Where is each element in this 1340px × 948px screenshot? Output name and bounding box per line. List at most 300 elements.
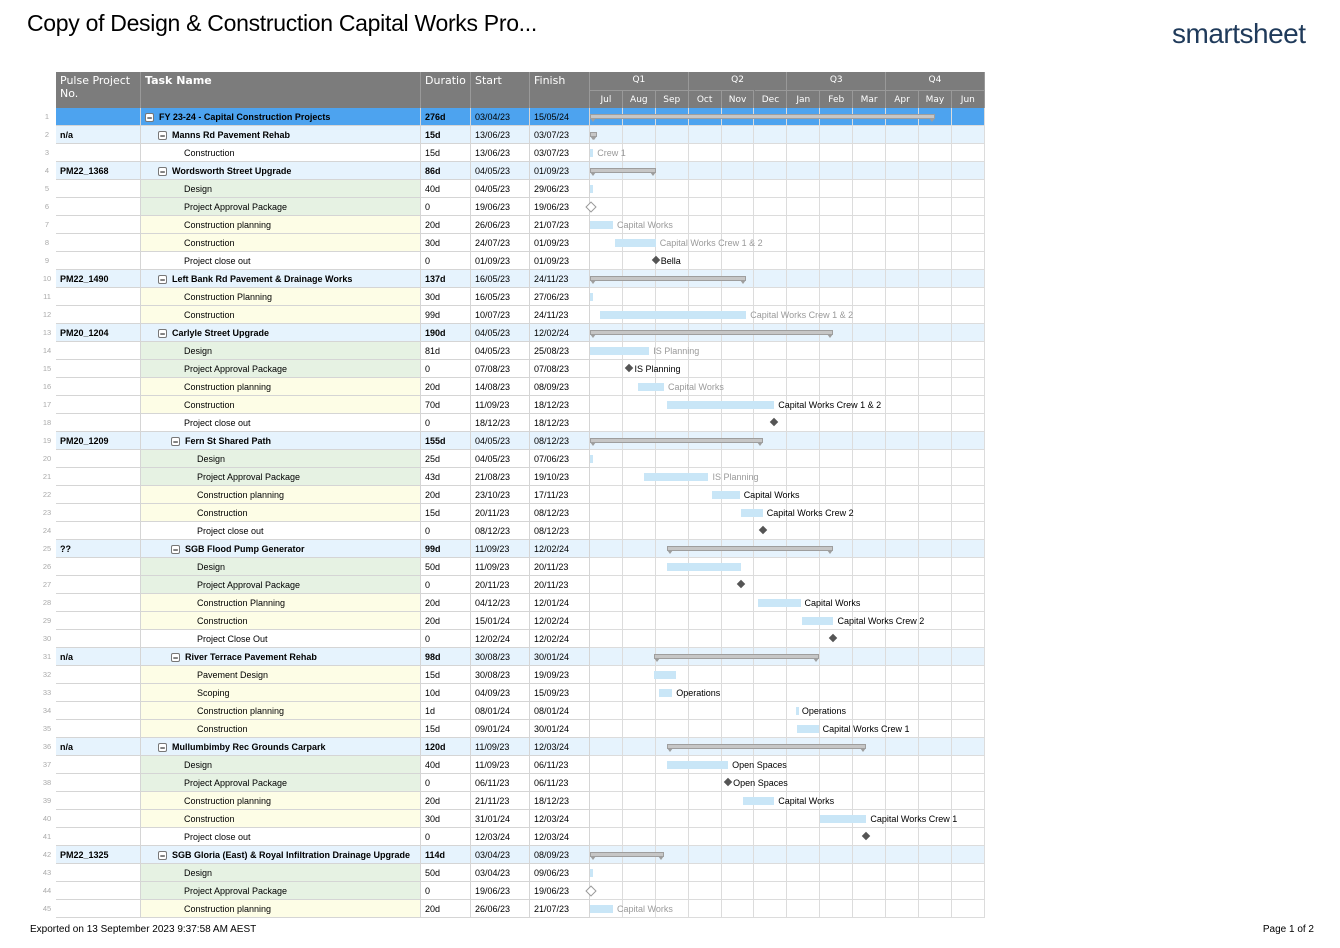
finish-cell[interactable]: 08/09/23 <box>530 378 590 396</box>
summary-bar[interactable] <box>590 438 763 443</box>
finish-cell[interactable]: 24/11/23 <box>530 270 590 288</box>
start-cell[interactable]: 16/05/23 <box>471 270 530 288</box>
finish-cell[interactable]: 19/09/23 <box>530 666 590 684</box>
duration-cell[interactable]: 120d <box>421 738 471 756</box>
finish-cell[interactable]: 18/12/23 <box>530 396 590 414</box>
duration-cell[interactable]: 10d <box>421 684 471 702</box>
task-bar[interactable] <box>667 761 728 769</box>
task-bar[interactable] <box>590 221 613 229</box>
duration-cell[interactable]: 43d <box>421 468 471 486</box>
table-row[interactable] <box>40 792 985 810</box>
finish-cell[interactable]: 01/09/23 <box>530 162 590 180</box>
task-cell[interactable] <box>141 864 421 882</box>
pulse-cell[interactable] <box>56 792 141 810</box>
task-cell[interactable] <box>141 648 421 666</box>
start-cell[interactable]: 11/09/23 <box>471 738 530 756</box>
table-row[interactable] <box>40 216 985 234</box>
finish-cell[interactable]: 01/09/23 <box>530 234 590 252</box>
start-cell[interactable]: 07/08/23 <box>471 360 530 378</box>
start-cell[interactable]: 23/10/23 <box>471 486 530 504</box>
table-row[interactable] <box>40 504 985 522</box>
start-cell[interactable]: 13/06/23 <box>471 126 530 144</box>
task-bar[interactable] <box>600 311 746 319</box>
finish-cell[interactable]: 18/12/23 <box>530 792 590 810</box>
task-bar[interactable] <box>615 239 656 247</box>
finish-cell[interactable]: 21/07/23 <box>530 216 590 234</box>
table-row[interactable] <box>40 756 985 774</box>
pulse-cell[interactable] <box>56 378 141 396</box>
task-cell[interactable] <box>141 144 421 162</box>
table-row[interactable] <box>40 900 985 918</box>
task-cell[interactable] <box>141 126 421 144</box>
duration-cell[interactable]: 0 <box>421 882 471 900</box>
task-cell[interactable] <box>141 108 421 126</box>
table-row[interactable] <box>40 414 985 432</box>
summary-bar[interactable] <box>667 744 866 749</box>
task-bar[interactable] <box>638 383 664 391</box>
duration-cell[interactable]: 20d <box>421 486 471 504</box>
start-cell[interactable]: 10/07/23 <box>471 306 530 324</box>
summary-bar[interactable] <box>654 654 819 659</box>
pulse-cell[interactable]: n/a <box>56 738 141 756</box>
finish-cell[interactable]: 06/11/23 <box>530 756 590 774</box>
duration-cell[interactable]: 15d <box>421 666 471 684</box>
collapse-toggle-icon[interactable]: − <box>146 113 153 124</box>
pulse-cell[interactable] <box>56 504 141 522</box>
duration-cell[interactable]: 0 <box>421 828 471 846</box>
task-cell[interactable] <box>141 252 421 270</box>
start-cell[interactable]: 08/12/23 <box>471 522 530 540</box>
task-bar[interactable] <box>802 617 833 625</box>
duration-cell[interactable]: 20d <box>421 612 471 630</box>
task-cell[interactable] <box>141 792 421 810</box>
duration-cell[interactable]: 99d <box>421 540 471 558</box>
task-cell[interactable] <box>141 594 421 612</box>
table-row[interactable] <box>40 378 985 396</box>
pulse-cell[interactable] <box>56 108 141 126</box>
duration-cell[interactable]: 0 <box>421 198 471 216</box>
start-cell[interactable]: 15/01/24 <box>471 612 530 630</box>
duration-cell[interactable]: 20d <box>421 792 471 810</box>
task-cell[interactable] <box>141 324 421 342</box>
pulse-cell[interactable] <box>56 666 141 684</box>
pulse-cell[interactable] <box>56 360 141 378</box>
duration-cell[interactable]: 15d <box>421 720 471 738</box>
start-cell[interactable]: 11/09/23 <box>471 558 530 576</box>
start-cell[interactable]: 11/09/23 <box>471 396 530 414</box>
table-row[interactable] <box>40 162 985 180</box>
pulse-cell[interactable]: n/a <box>56 126 141 144</box>
task-cell[interactable] <box>141 900 421 918</box>
pulse-cell[interactable] <box>56 774 141 792</box>
table-row[interactable] <box>40 180 985 198</box>
finish-cell[interactable]: 06/11/23 <box>530 774 590 792</box>
task-cell[interactable] <box>141 774 421 792</box>
pulse-cell[interactable] <box>56 630 141 648</box>
pulse-cell[interactable] <box>56 180 141 198</box>
finish-cell[interactable]: 12/03/24 <box>530 810 590 828</box>
pulse-cell[interactable] <box>56 810 141 828</box>
task-cell[interactable] <box>141 810 421 828</box>
summary-bar[interactable] <box>590 852 664 857</box>
task-bar[interactable] <box>590 347 649 355</box>
pulse-cell[interactable] <box>56 702 141 720</box>
start-cell[interactable]: 21/11/23 <box>471 792 530 810</box>
duration-cell[interactable]: 81d <box>421 342 471 360</box>
table-row[interactable] <box>40 612 985 630</box>
task-cell[interactable] <box>141 198 421 216</box>
start-cell[interactable]: 04/05/23 <box>471 324 530 342</box>
duration-cell[interactable]: 155d <box>421 432 471 450</box>
table-row[interactable] <box>40 342 985 360</box>
table-row[interactable] <box>40 576 985 594</box>
start-cell[interactable]: 04/05/23 <box>471 450 530 468</box>
finish-cell[interactable]: 19/06/23 <box>530 882 590 900</box>
pulse-cell[interactable] <box>56 234 141 252</box>
duration-cell[interactable]: 30d <box>421 234 471 252</box>
table-row[interactable] <box>40 630 985 648</box>
start-cell[interactable]: 01/09/23 <box>471 252 530 270</box>
pulse-cell[interactable]: PM22_1368 <box>56 162 141 180</box>
pulse-cell[interactable]: ?? <box>56 540 141 558</box>
task-bar[interactable] <box>797 725 819 733</box>
task-cell[interactable] <box>141 630 421 648</box>
duration-cell[interactable]: 0 <box>421 774 471 792</box>
start-cell[interactable]: 13/06/23 <box>471 144 530 162</box>
start-cell[interactable]: 12/02/24 <box>471 630 530 648</box>
pulse-cell[interactable]: PM20_1204 <box>56 324 141 342</box>
summary-bar[interactable] <box>590 330 833 335</box>
task-cell[interactable] <box>141 180 421 198</box>
task-cell[interactable] <box>141 702 421 720</box>
finish-cell[interactable]: 30/01/24 <box>530 648 590 666</box>
finish-cell[interactable]: 09/06/23 <box>530 864 590 882</box>
finish-cell[interactable]: 07/06/23 <box>530 450 590 468</box>
task-cell[interactable] <box>141 414 421 432</box>
start-cell[interactable]: 24/07/23 <box>471 234 530 252</box>
finish-cell[interactable]: 12/03/24 <box>530 828 590 846</box>
table-row[interactable] <box>40 882 985 900</box>
task-bar[interactable] <box>590 293 593 301</box>
task-cell[interactable] <box>141 504 421 522</box>
task-cell[interactable] <box>141 882 421 900</box>
table-row[interactable] <box>40 522 985 540</box>
pulse-cell[interactable] <box>56 900 141 918</box>
collapse-toggle-icon[interactable]: − <box>159 743 166 754</box>
duration-cell[interactable]: 0 <box>421 414 471 432</box>
table-row[interactable] <box>40 396 985 414</box>
finish-cell[interactable]: 12/02/24 <box>530 540 590 558</box>
task-bar[interactable] <box>590 185 593 193</box>
duration-cell[interactable]: 15d <box>421 126 471 144</box>
start-cell[interactable]: 20/11/23 <box>471 576 530 594</box>
task-cell[interactable] <box>141 360 421 378</box>
table-row[interactable] <box>40 234 985 252</box>
duration-cell[interactable]: 86d <box>421 162 471 180</box>
task-cell[interactable] <box>141 522 421 540</box>
task-cell[interactable] <box>141 576 421 594</box>
pulse-cell[interactable] <box>56 306 141 324</box>
pulse-cell[interactable]: PM22_1490 <box>56 270 141 288</box>
summary-bar[interactable] <box>590 114 935 119</box>
pulse-cell[interactable] <box>56 720 141 738</box>
duration-cell[interactable]: 30d <box>421 810 471 828</box>
table-row[interactable] <box>40 306 985 324</box>
task-bar[interactable] <box>796 707 799 715</box>
start-cell[interactable]: 30/08/23 <box>471 666 530 684</box>
task-bar[interactable] <box>758 599 801 607</box>
task-cell[interactable] <box>141 396 421 414</box>
start-cell[interactable]: 11/09/23 <box>471 756 530 774</box>
table-row[interactable] <box>40 108 985 126</box>
summary-bar[interactable] <box>590 168 656 173</box>
table-row[interactable] <box>40 684 985 702</box>
task-cell[interactable] <box>141 306 421 324</box>
duration-cell[interactable]: 98d <box>421 648 471 666</box>
finish-cell[interactable]: 30/01/24 <box>530 720 590 738</box>
task-cell[interactable] <box>141 540 421 558</box>
table-row[interactable] <box>40 450 985 468</box>
collapse-toggle-icon[interactable]: − <box>159 131 166 142</box>
table-row[interactable] <box>40 432 985 450</box>
duration-cell[interactable]: 50d <box>421 864 471 882</box>
duration-cell[interactable]: 114d <box>421 846 471 864</box>
table-row[interactable] <box>40 774 985 792</box>
start-cell[interactable]: 03/04/23 <box>471 846 530 864</box>
finish-cell[interactable]: 12/03/24 <box>530 738 590 756</box>
finish-cell[interactable]: 25/08/23 <box>530 342 590 360</box>
duration-cell[interactable]: 0 <box>421 360 471 378</box>
pulse-cell[interactable] <box>56 414 141 432</box>
pulse-cell[interactable] <box>56 594 141 612</box>
pulse-cell[interactable]: PM20_1209 <box>56 432 141 450</box>
table-row[interactable] <box>40 702 985 720</box>
task-cell[interactable] <box>141 432 421 450</box>
finish-cell[interactable]: 03/07/23 <box>530 144 590 162</box>
duration-cell[interactable]: 15d <box>421 504 471 522</box>
table-row[interactable] <box>40 252 985 270</box>
start-cell[interactable]: 21/08/23 <box>471 468 530 486</box>
finish-cell[interactable]: 15/05/24 <box>530 108 590 126</box>
pulse-cell[interactable] <box>56 576 141 594</box>
duration-cell[interactable]: 1d <box>421 702 471 720</box>
task-cell[interactable] <box>141 486 421 504</box>
start-cell[interactable]: 03/04/23 <box>471 108 530 126</box>
start-cell[interactable]: 19/06/23 <box>471 882 530 900</box>
pulse-cell[interactable] <box>56 756 141 774</box>
table-row[interactable] <box>40 270 985 288</box>
table-row[interactable] <box>40 558 985 576</box>
task-bar[interactable] <box>590 905 613 913</box>
summary-bar[interactable] <box>590 132 597 137</box>
collapse-toggle-icon[interactable]: − <box>159 851 166 862</box>
task-bar[interactable] <box>743 797 774 805</box>
collapse-toggle-icon[interactable]: − <box>172 653 179 664</box>
collapse-toggle-icon[interactable]: − <box>159 167 166 178</box>
table-row[interactable] <box>40 126 985 144</box>
duration-cell[interactable]: 20d <box>421 216 471 234</box>
pulse-cell[interactable] <box>56 144 141 162</box>
start-cell[interactable]: 14/08/23 <box>471 378 530 396</box>
task-bar[interactable] <box>659 689 672 697</box>
task-cell[interactable] <box>141 342 421 360</box>
start-cell[interactable]: 31/01/24 <box>471 810 530 828</box>
task-cell[interactable] <box>141 558 421 576</box>
finish-cell[interactable]: 12/02/24 <box>530 630 590 648</box>
duration-cell[interactable]: 0 <box>421 630 471 648</box>
duration-cell[interactable]: 20d <box>421 594 471 612</box>
pulse-cell[interactable] <box>56 522 141 540</box>
col-header-task[interactable]: Task Name <box>141 72 421 108</box>
pulse-cell[interactable] <box>56 450 141 468</box>
start-cell[interactable]: 04/05/23 <box>471 342 530 360</box>
finish-cell[interactable]: 08/09/23 <box>530 846 590 864</box>
collapse-toggle-icon[interactable]: − <box>172 437 179 448</box>
task-bar[interactable] <box>654 671 675 679</box>
duration-cell[interactable]: 50d <box>421 558 471 576</box>
task-bar[interactable] <box>590 149 593 157</box>
start-cell[interactable]: 16/05/23 <box>471 288 530 306</box>
table-row[interactable] <box>40 828 985 846</box>
task-cell[interactable] <box>141 162 421 180</box>
task-cell[interactable] <box>141 378 421 396</box>
pulse-cell[interactable] <box>56 828 141 846</box>
start-cell[interactable]: 03/04/23 <box>471 864 530 882</box>
start-cell[interactable]: 08/01/24 <box>471 702 530 720</box>
finish-cell[interactable]: 03/07/23 <box>530 126 590 144</box>
table-row[interactable] <box>40 468 985 486</box>
finish-cell[interactable]: 07/08/23 <box>530 360 590 378</box>
col-header-pulse[interactable]: Pulse Project No. <box>56 72 141 108</box>
duration-cell[interactable]: 0 <box>421 522 471 540</box>
task-cell[interactable] <box>141 468 421 486</box>
table-row[interactable] <box>40 486 985 504</box>
task-bar[interactable] <box>590 455 593 463</box>
pulse-cell[interactable] <box>56 288 141 306</box>
start-cell[interactable]: 09/01/24 <box>471 720 530 738</box>
finish-cell[interactable]: 20/11/23 <box>530 576 590 594</box>
finish-cell[interactable]: 29/06/23 <box>530 180 590 198</box>
duration-cell[interactable]: 99d <box>421 306 471 324</box>
pulse-cell[interactable] <box>56 558 141 576</box>
finish-cell[interactable]: 17/11/23 <box>530 486 590 504</box>
col-header-duration[interactable]: Duratio <box>421 72 471 108</box>
pulse-cell[interactable] <box>56 864 141 882</box>
task-bar[interactable] <box>712 491 740 499</box>
pulse-cell[interactable] <box>56 396 141 414</box>
finish-cell[interactable]: 01/09/23 <box>530 252 590 270</box>
pulse-cell[interactable]: PM22_1325 <box>56 846 141 864</box>
summary-bar[interactable] <box>667 546 833 551</box>
col-header-start[interactable]: Start <box>471 72 530 108</box>
task-bar[interactable] <box>667 563 741 571</box>
task-cell[interactable] <box>141 270 421 288</box>
start-cell[interactable]: 30/08/23 <box>471 648 530 666</box>
pulse-cell[interactable] <box>56 486 141 504</box>
task-bar[interactable] <box>590 869 593 877</box>
finish-cell[interactable]: 12/01/24 <box>530 594 590 612</box>
finish-cell[interactable]: 15/09/23 <box>530 684 590 702</box>
duration-cell[interactable]: 0 <box>421 252 471 270</box>
start-cell[interactable]: 20/11/23 <box>471 504 530 522</box>
task-cell[interactable] <box>141 216 421 234</box>
table-row[interactable] <box>40 594 985 612</box>
pulse-cell[interactable] <box>56 252 141 270</box>
duration-cell[interactable]: 70d <box>421 396 471 414</box>
collapse-toggle-icon[interactable]: − <box>172 545 179 556</box>
task-cell[interactable] <box>141 612 421 630</box>
duration-cell[interactable]: 276d <box>421 108 471 126</box>
finish-cell[interactable]: 08/12/23 <box>530 522 590 540</box>
start-cell[interactable]: 19/06/23 <box>471 198 530 216</box>
summary-bar[interactable] <box>590 276 746 281</box>
duration-cell[interactable]: 25d <box>421 450 471 468</box>
task-cell[interactable] <box>141 828 421 846</box>
finish-cell[interactable]: 18/12/23 <box>530 414 590 432</box>
task-bar[interactable] <box>667 401 774 409</box>
task-cell[interactable] <box>141 846 421 864</box>
task-bar[interactable] <box>741 509 762 517</box>
finish-cell[interactable]: 08/12/23 <box>530 432 590 450</box>
finish-cell[interactable]: 24/11/23 <box>530 306 590 324</box>
table-row[interactable] <box>40 324 985 342</box>
task-cell[interactable] <box>141 288 421 306</box>
pulse-cell[interactable] <box>56 198 141 216</box>
finish-cell[interactable]: 08/01/24 <box>530 702 590 720</box>
task-bar[interactable] <box>644 473 708 481</box>
duration-cell[interactable]: 20d <box>421 378 471 396</box>
table-row[interactable] <box>40 144 985 162</box>
finish-cell[interactable]: 20/11/23 <box>530 558 590 576</box>
duration-cell[interactable]: 40d <box>421 756 471 774</box>
start-cell[interactable]: 11/09/23 <box>471 540 530 558</box>
table-row[interactable] <box>40 540 985 558</box>
task-cell[interactable] <box>141 720 421 738</box>
table-row[interactable] <box>40 666 985 684</box>
start-cell[interactable]: 04/09/23 <box>471 684 530 702</box>
start-cell[interactable]: 18/12/23 <box>471 414 530 432</box>
task-cell[interactable] <box>141 234 421 252</box>
finish-cell[interactable]: 19/06/23 <box>530 198 590 216</box>
table-row[interactable] <box>40 720 985 738</box>
pulse-cell[interactable] <box>56 612 141 630</box>
collapse-toggle-icon[interactable]: − <box>159 275 166 286</box>
table-row[interactable] <box>40 810 985 828</box>
finish-cell[interactable]: 12/02/24 <box>530 324 590 342</box>
table-row[interactable] <box>40 648 985 666</box>
task-cell[interactable] <box>141 684 421 702</box>
table-row[interactable] <box>40 864 985 882</box>
pulse-cell[interactable] <box>56 882 141 900</box>
finish-cell[interactable]: 27/06/23 <box>530 288 590 306</box>
finish-cell[interactable]: 08/12/23 <box>530 504 590 522</box>
start-cell[interactable]: 04/12/23 <box>471 594 530 612</box>
finish-cell[interactable]: 19/10/23 <box>530 468 590 486</box>
task-bar[interactable] <box>820 815 866 823</box>
start-cell[interactable]: 04/05/23 <box>471 432 530 450</box>
start-cell[interactable]: 04/05/23 <box>471 162 530 180</box>
start-cell[interactable]: 04/05/23 <box>471 180 530 198</box>
duration-cell[interactable]: 190d <box>421 324 471 342</box>
table-row[interactable] <box>40 738 985 756</box>
duration-cell[interactable]: 137d <box>421 270 471 288</box>
duration-cell[interactable]: 20d <box>421 900 471 918</box>
task-cell[interactable] <box>141 756 421 774</box>
table-row[interactable] <box>40 198 985 216</box>
table-row[interactable] <box>40 360 985 378</box>
finish-cell[interactable]: 21/07/23 <box>530 900 590 918</box>
task-cell[interactable] <box>141 450 421 468</box>
